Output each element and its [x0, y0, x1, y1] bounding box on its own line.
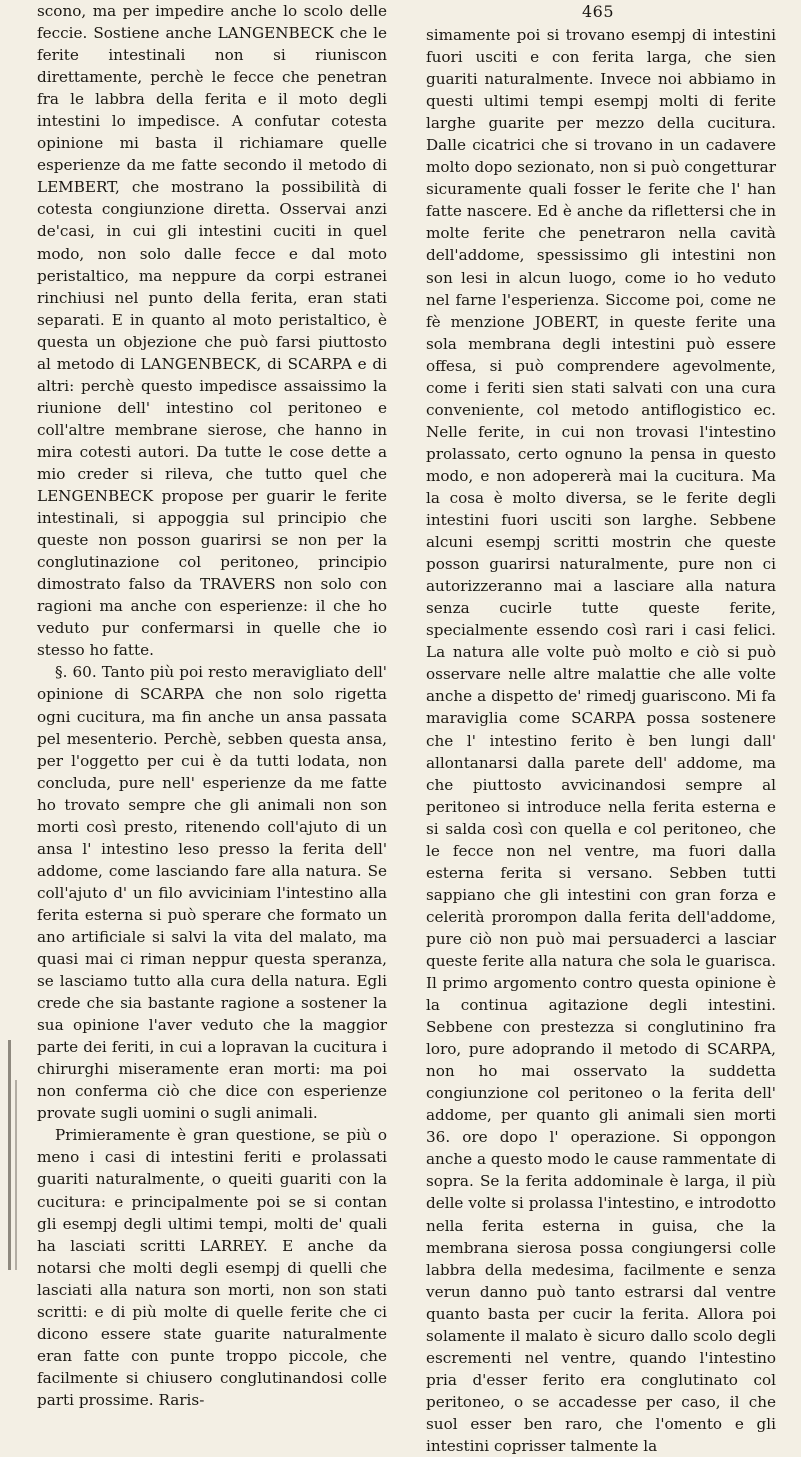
paragraph: simamente poi si trovano esempj di intestini fuori usciti e con ferita larga, che sien guariti naturalmente. Invece noi abbiamo in questi ultimi tempi esempj molti di ferite larghe guarite per mezzo della cucitura. Dalle cicatrici che si trovano in un cadavere molto dopo sezionato, non si può congetturar sicuramente quali fosser le ferite che l' han fatte nascere. Ed è anche da riflettersi che in molte ferite che penetraron nella cavità dell'addome, spessissimo gli intestini non son lesi in alcun luogo, come io ho veduto nel farne l'esperienza. Siccome poi, come ne fè menzione JOBERT, in queste ferite una sola membrana degli intestini può essere offesa, si può comprendere agevolmente, come i feriti sien stati salvati con una cura conveniente, col metodo antiflogistico ec. Nelle ferite, in cui non trovasi l'intestino prolassato, certo ognuno la pensa in questo modo, e non adopererà mai la cucitura. Ma la cosa è molto diversa, se le ferite degli intestini fuori usciti son larghe. Sebbene alcuni esempj scritti mostrin che queste posson guarirsi naturalmente, pure non ci autorizzeranno mai a lasciare alla natura senza cucirle tutte queste ferite, specialmente essendo così rari i casi felici. La natura alle volte può molto e ciò si può osservare nelle altre malattie che alle volte anche a dispetto de' rimedj guariscono. Mi fa maraviglia come SCARPA possa sostenere che l' intestino ferito è ben lungi dall' allontanarsi dalla parete dell' addome, ma che piuttosto avvicinandosi sempre al peritoneo si introduce nella ferita esterna e si salda così con quella e col peritoneo, che le fecce non nel ventre, ma fuori dalla esterna ferita si versano. Sebben tutti sappiano che gli intestini con gran forza e celerità prorompon dalla ferita dell'addome, pure ciò non può mai persuaderci a lasciar queste ferite alla natura che sola le guarisca. Il primo argomento contro questa opinione è la continua agitazione degli intestini. Sebbene con prestezza si conglutinino fra loro, pure adoprando il metodo di SCARPA, non ho mai osservato la suddetta congiunzione col peritoneo o la ferita dell' addome, per quanto gli animali sien morti 36. ore dopo l' operazione. Si oppongon anche a questo modo le cause rammentate di sopra. Se la ferita addominale è larga, il più delle volte si prolassa l'intestino, e introdotto nella ferita esterna in guisa, che la membrana sierosa possa congiungersi colle labbra della medesima, facilmente e senza verun danno può tanto estrarsi dal ventre quanto basta per cucir la ferita. Allora poi solamente il malato è sicuro dallo scolo degli escrementi nel ventre, quando l'intestino pria d'esser ferito era conglutinato col peritoneo, o se accadesse per caso, il che suol esser ben raro, che l'omento e gli intestini coprisser talmente la — [426, 26, 776, 1455]
paragraph: §. 60. Tanto più poi resto meravigliato dell' opinione di SCARPA che non solo rigetta ogni cucitura, ma fin anche un ansa passata pel mesenterio. Perchè, sebben questa ansa, per l'oggetto per cui è da tutti lodata, non concluda, pure nell' esperienze da me fatte ho trovato sempre che gli animali non son morti così presto, ritenendo coll'ajuto di un ansa l' intestino leso presso la ferita dell' addome, come lasciando fare alla natura. Se coll'ajuto d' un filo avviciniam l'intestino alla ferita esterna si può sperare che formato un ano artificiale si salvi la vita del malato, ma quasi mai ci riman neppur questa speranza, se lasciamo tutto alla cura della natura. Egli crede che sia bastante ragione a sostener la sua opinione l'aver veduto che la maggior parte dei feriti, in cui a lopravan la cucitura i chirurghi miseramente eran morti: ma poi non conferma ciò che dice con esperienze provate sugli uomini o sugli animali. — [37, 663, 387, 1123]
binding-shadow — [15, 1080, 17, 1270]
page-number: 465 — [582, 2, 615, 21]
paragraph: Primieramente è gran questione, se più o meno i casi di intestini feriti e prolassati guariti naturalmente, o queiti guariti con la cucitura: e principalmente poi se si contan gli esempj degli ultimi tempi, molti de' quali ha lasciati scritti LARREY. E anche da notarsi che molti degli esempj di quelli che lasciati alla natura son morti, non son stati scritti: e di più molte di quelle ferite che ci dicono essere state guarite naturalmente eran fatte con punte troppo piccole, che facilmente si chiusero conglutinandosi colle parti prossime. Raris- — [37, 1126, 387, 1409]
left-column — [37, 0, 387, 1411]
right-column — [426, 24, 776, 1457]
binding-shadow — [8, 1040, 11, 1270]
paragraph: scono, ma per impedire anche lo scolo delle feccie. Sostiene anche LANGENBECK che le ferite intestinali non si riuniscon direttamente, perchè le fecce che penetran fra le labbra della ferita e il moto degli intestini lo impedisce. A confutar cotesta opinione mi basta il richiamare quelle esperienze da me fatte secondo il metodo di LEMBERT, che mostrano la possibilità di cotesta congiunzione diretta. Osservai anzi de'casi, in cui gli intestini cuciti in quel modo, non solo dalle fecce e dal moto peristaltico, ma neppure da corpi estranei rinchiusi nel punto della ferita, eran stati separati. E in quanto al moto peristaltico, è questa un objezione che può farsi piuttosto al metodo di LANGENBECK, di SCARPA e di altri: perchè questo impedisce assaissimo la riunione dell' intestino col peritoneo e coll'altre membrane sierose, che hanno in mira cotesti autori. Da tutte le cose dette a mio creder si rileva, che tutto quel che LENGENBECK propose per guarir le ferite intestinali, si appoggia sul principio che queste non posson guarirsi se non per la conglutinazione col peritoneo, principio dimostrato falso da TRAVERS non solo con ragioni ma anche con esperienze: il che ho veduto pur confermarsi in quelle che io stesso ho fatte. — [37, 2, 387, 660]
